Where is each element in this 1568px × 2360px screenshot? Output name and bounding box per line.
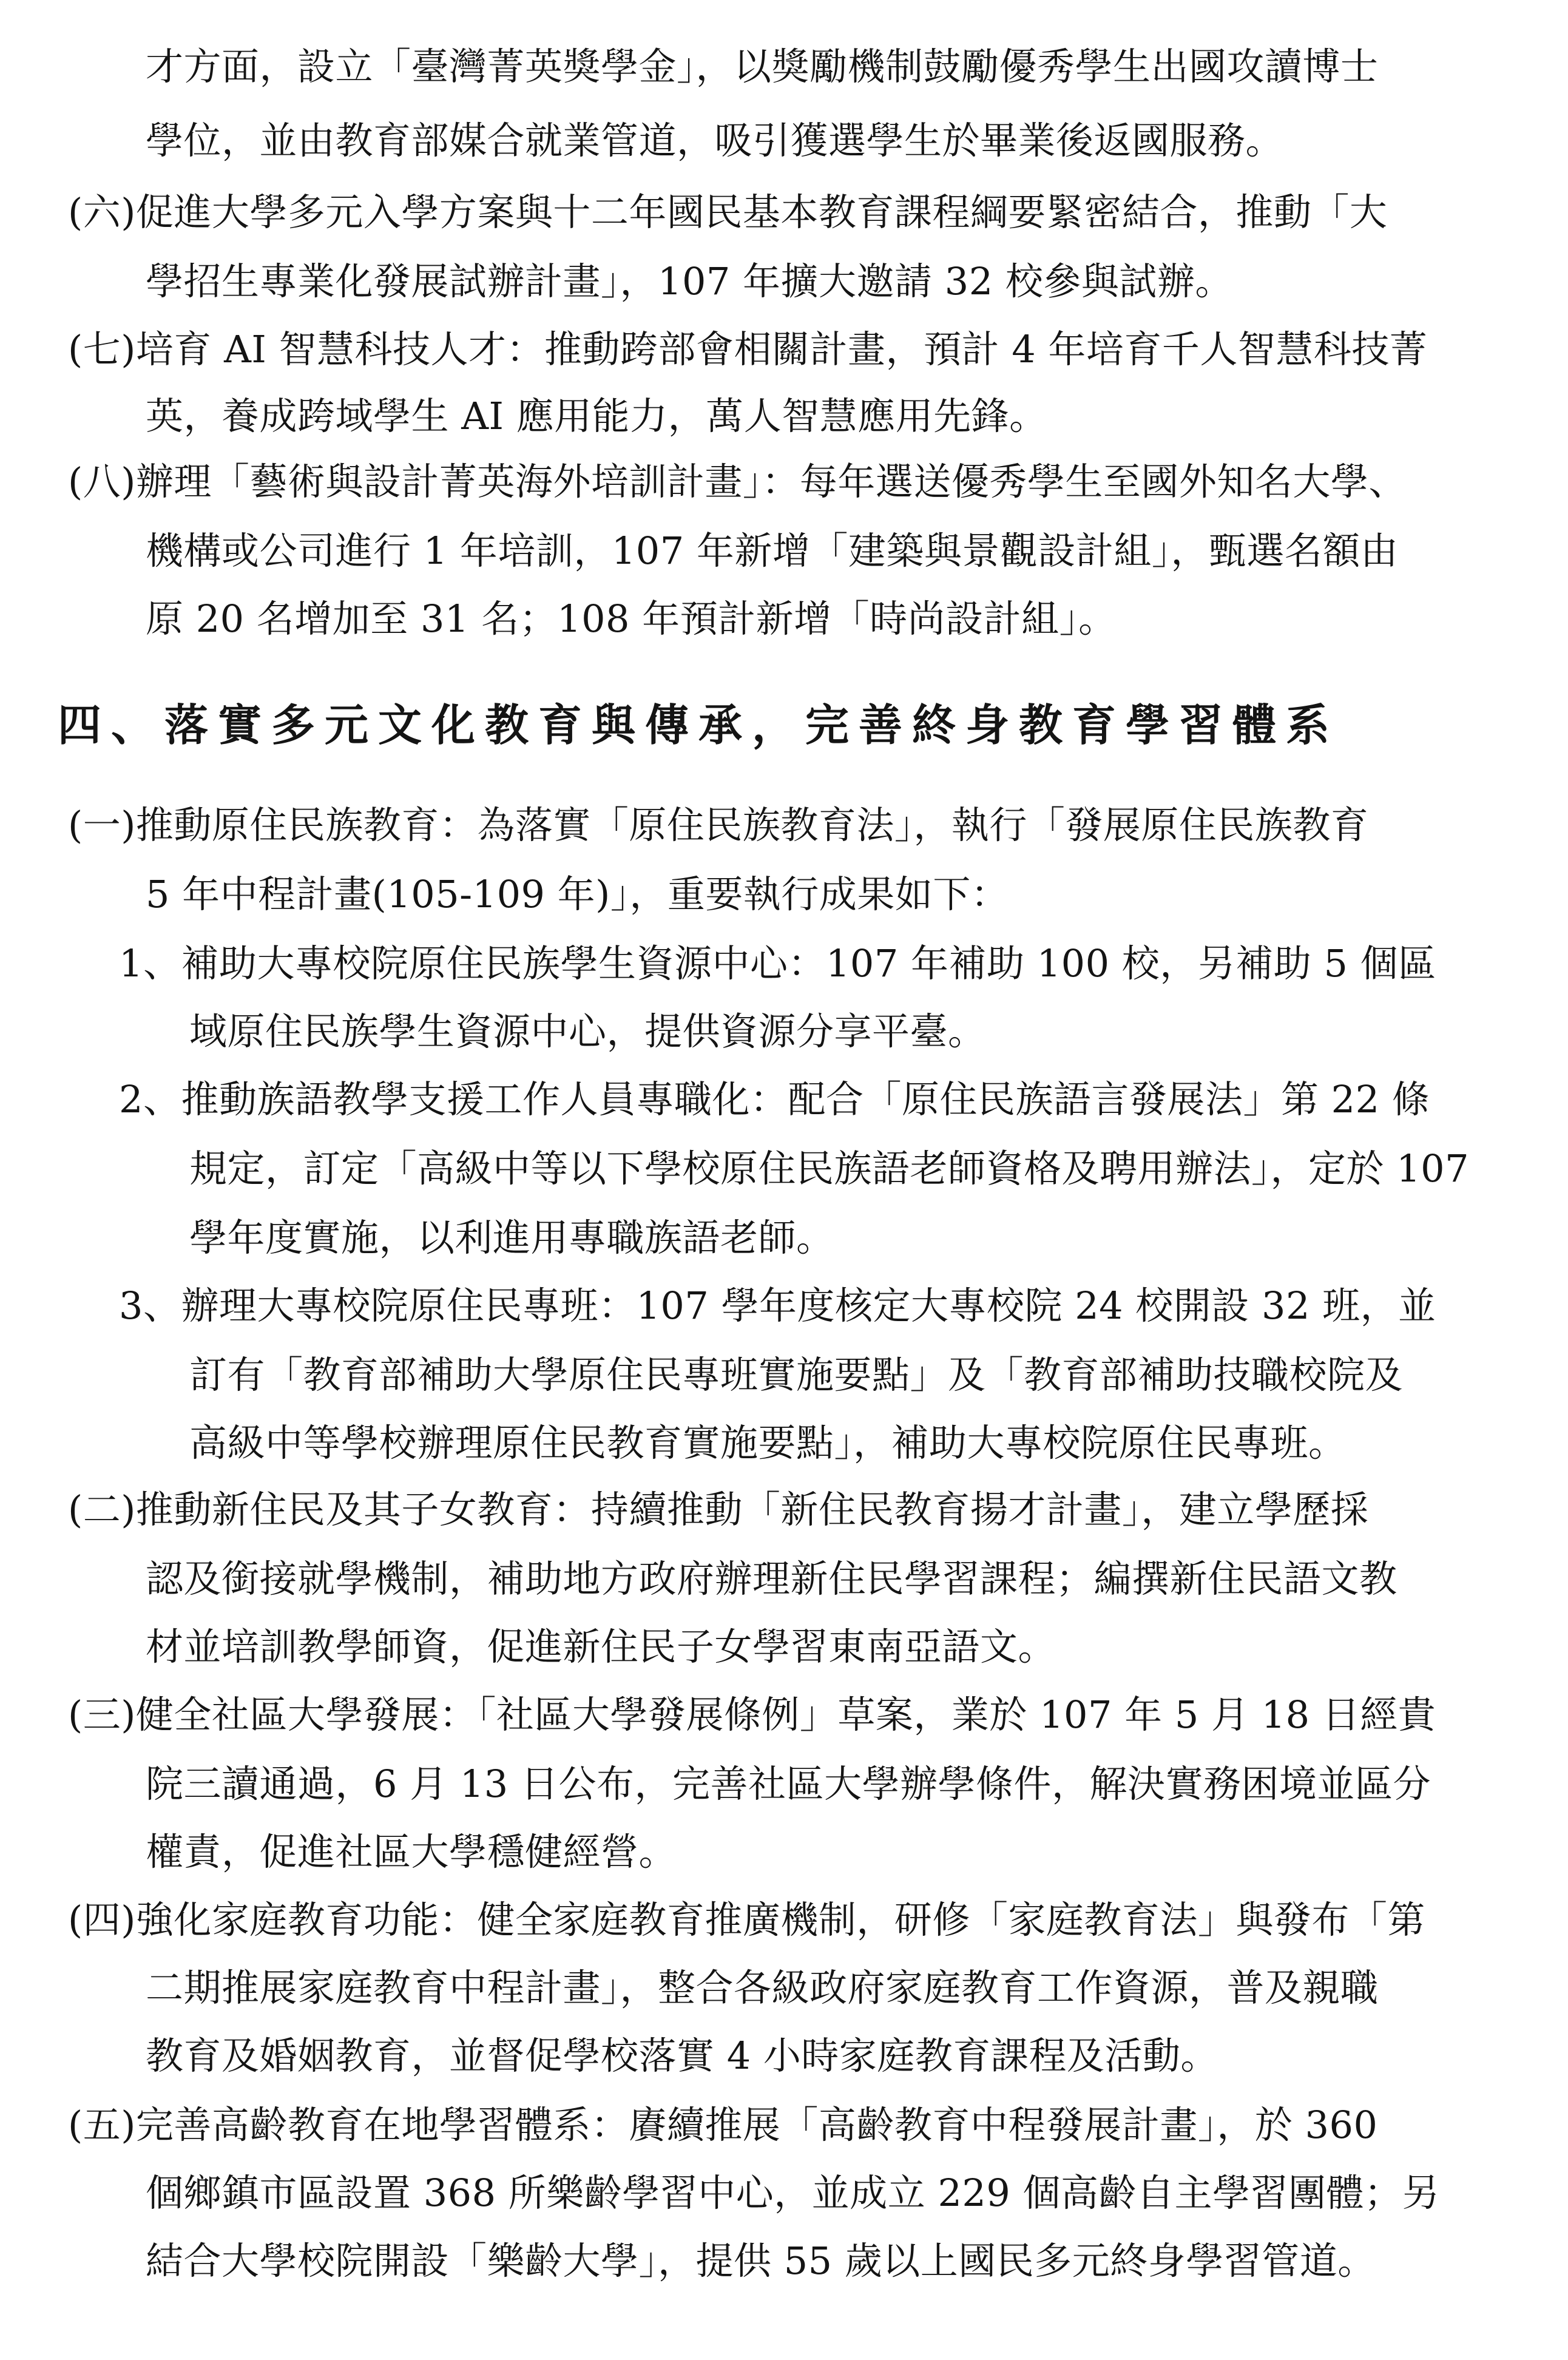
list-item-two: (二)推動新住民及其子女教育：持續推動「新住民教育揚才計畫」，建立學歷採: [68, 1487, 1369, 1532]
text-line: 訂有「教育部補助大學原住民專班實施要點」及「教育部補助技職校院及: [189, 1353, 1404, 1397]
text-line: 權責，促進社區大學穩健經營。: [146, 1830, 677, 1874]
text-line: 認及銜接就學機制，補助地方政府辦理新住民學習課程；編撰新住民語文教: [146, 1557, 1397, 1601]
text-line: 院三讀通過，6 月 13 日公布，完善社區大學辦學條件，解決實務困境並區分: [146, 1762, 1431, 1806]
text-line: 學招生專業化發展試辦計畫」，107 年擴大邀請 32 校參與試辦。: [146, 259, 1233, 303]
text-line: 機構或公司進行 1 年培訓，107 年新增「建築與景觀設計組」，甄選名額由: [146, 529, 1399, 573]
text-line: 原 20 名增加至 31 名；108 年預計新增「時尚設計組」。: [146, 597, 1117, 641]
list-item-one: (一)推動原住民族教育：為落實「原住民族教育法」，執行「發展原住民族教育: [68, 803, 1369, 847]
text-line: 教育及婚姻教育，並督促學校落實 4 小時家庭教育課程及活動。: [146, 2034, 1218, 2078]
text-line: 規定，訂定「高級中等以下學校原住民族語老師資格及聘用辦法」，定於 107: [189, 1146, 1470, 1191]
list-item-seven: (七)培育 AI 智慧科技人才：推動跨部會相關計畫，預計 4 年培育千人智慧科技菁: [68, 327, 1428, 371]
sub-item-2: 2、推動族語教學支援工作人員專職化：配合「原住民族語言發展法」第 22 條: [119, 1077, 1430, 1121]
sub-item-3: 3、辦理大專校院原住民專班：107 學年度核定大專校院 24 校開設 32 班，並: [119, 1283, 1436, 1328]
text-line: 才方面，設立「臺灣菁英獎學金」，以獎勵機制鼓勵優秀學生出國攻讀博士: [146, 44, 1379, 89]
text-line: 學年度實施，以利進用專職族語老師。: [189, 1216, 834, 1260]
list-item-six: (六)促進大學多元入學方案與十二年國民基本教育課程綱要緊密結合，推動「大: [68, 190, 1388, 234]
text-line: 英，養成跨域學生 AI 應用能力，萬人智慧應用先鋒。: [146, 394, 1047, 438]
text-line: 學位，並由教育部媒合就業管道，吸引獲選學生於畢業後返國服務。: [146, 118, 1284, 163]
list-item-three: (三)健全社區大學發展：「社區大學發展條例」草案，業於 107 年 5 月 18 日經貴: [68, 1692, 1436, 1737]
text-line: 材並培訓教學師資，促進新住民子女學習東南亞語文。: [146, 1625, 1056, 1669]
list-item-five: (五)完善高齡教育在地學習體系：賡續推展「高齡教育中程發展計畫」，於 360: [68, 2103, 1378, 2147]
list-item-eight: (八)辦理「藝術與設計菁英海外培訓計畫」：每年選送優秀學生至國外知名大學、: [68, 459, 1407, 504]
text-line: 域原住民族學生資源中心，提供資源分享平臺。: [189, 1009, 986, 1053]
text-line: 個鄉鎮市區設置 368 所樂齡學習中心，並成立 229 個高齡自主學習團體；另: [146, 2171, 1441, 2215]
text-line: 高級中等學校辦理原住民教育實施要點」，補助大專校院原住民專班。: [189, 1421, 1347, 1465]
text-line: 二期推展家庭教育中程計畫」，整合各級政府家庭教育工作資源，普及親職: [146, 1966, 1379, 2010]
section-heading: 四、落實多元文化教育與傳承，完善終身教育學習體系: [58, 699, 1340, 751]
text-line: 5 年中程計畫(105-109 年)」，重要執行成果如下：: [146, 872, 1009, 916]
sub-item-1: 1、補助大專校院原住民族學生資源中心：107 年補助 100 校，另補助 5 個區: [119, 941, 1436, 986]
text-line: 結合大學校院開設「樂齡大學」，提供 55 歲以上國民多元終身學習管道。: [146, 2239, 1376, 2283]
list-item-four: (四)強化家庭教育功能：健全家庭教育推廣機制，研修「家庭教育法」與發布「第: [68, 1898, 1425, 1942]
